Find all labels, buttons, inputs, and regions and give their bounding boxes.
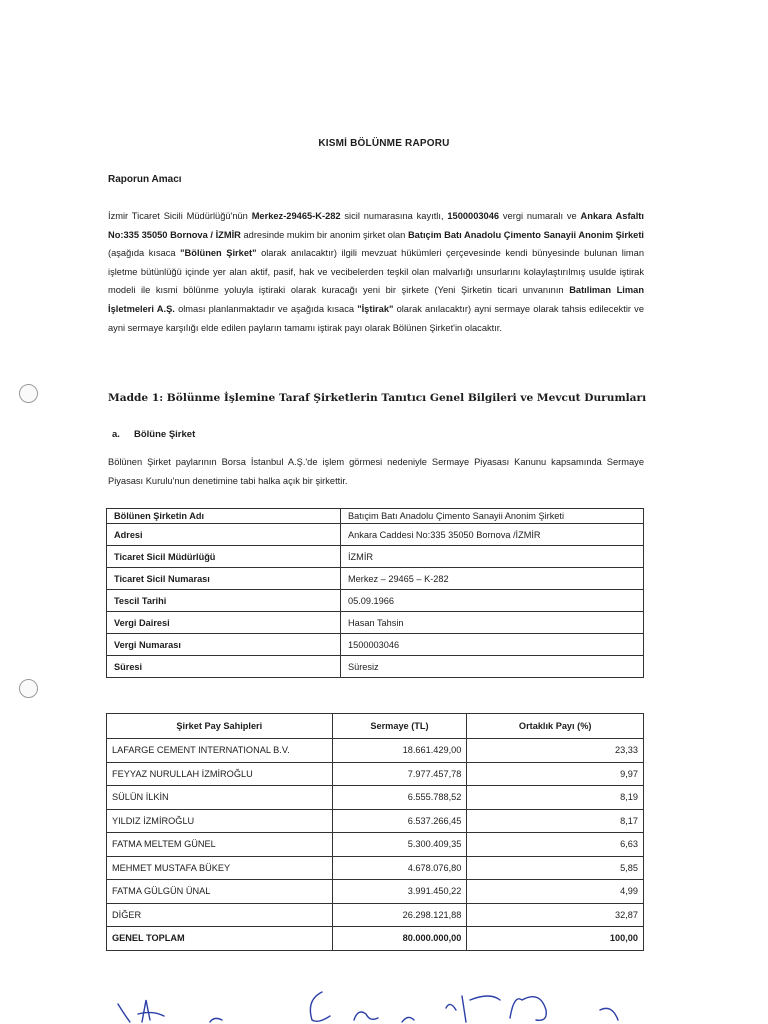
- madde-heading: Madde 1: Bölünme İşlemine Taraf Şirketlerin Tanıtıcı Genel Bilgileri ve Mevcut Durumları: [108, 392, 647, 404]
- shareholder-name: SÜLÜN İLKİN: [107, 786, 333, 810]
- info-label: Bölünen Şirketin Adı: [107, 509, 341, 524]
- shareholder-name: FATMA MELTEM GÜNEL: [107, 833, 333, 857]
- paragraph-text-run: adresinde mukim bir anonim şirket olan: [240, 229, 408, 240]
- shareholder-share: 8,17: [467, 809, 644, 833]
- shareholder-name: FATMA GÜLGÜN ÜNAL: [107, 880, 333, 904]
- info-label: Ticaret Sicil Müdürlüğü: [107, 546, 341, 568]
- punch-hole-icon: [19, 384, 38, 403]
- shareholder-share: 100,00: [467, 927, 644, 951]
- paragraph-text-run: olarak anılacaktır) ayni sermaye olarak tahsis edilecektir ve ayni sermaye karşılığı elde edilen payların tamamı iştirak payı olarak Bölünen Şirket'in olacaktır.: [108, 303, 644, 333]
- paragraph-text-run: (aşağıda kısaca: [108, 248, 181, 259]
- paragraph-bold-run: Batıliman Liman İşletmeleri A.Ş.: [108, 285, 644, 314]
- paragraph-bold-run: Batıçim Batı Anadolu Çimento Sanayii Anonim Şirketi: [407, 229, 645, 240]
- purpose-paragraph: [108, 207, 644, 337]
- paragraph-bold-run: Merkez-29465-K-282: [251, 211, 341, 221]
- company-description-paragraph: Bölünen Şirket paylarının Borsa İstanbul A.Ş.'de işlem görmesi nedeniyle Sermaye Piyasası Kanunu kapsamında Sermaye Piyasası Kurulu'nun denetimine tabi halka açık bir şirkettir.: [108, 457, 644, 486]
- shareholder-name: LAFARGE CEMENT INTERNATIONAL B.V.: [107, 739, 333, 763]
- signature-scribbles: [0, 970, 768, 1024]
- company-info-row: [107, 612, 644, 634]
- shareholder-share: 4,99: [467, 880, 644, 904]
- shareholder-name: DİĞER: [107, 903, 333, 927]
- shareholder-share: 23,33: [467, 739, 644, 763]
- info-value: 05.09.1966: [341, 590, 644, 612]
- sub-heading-text: Bölüne Şirket: [134, 429, 196, 440]
- shareholder-share: 9,97: [467, 762, 644, 786]
- shareholder-row: [107, 762, 644, 786]
- company-info-row: [107, 634, 644, 656]
- shareholder-share: 5,85: [467, 856, 644, 880]
- info-value: Hasan Tahsin: [341, 612, 644, 634]
- sub-heading-letter: a.: [112, 429, 120, 440]
- shareholder-capital: 4.678.076,80: [332, 856, 467, 880]
- paragraph-text-run: olması planlanmaktadır ve aşağıda kısaca: [174, 303, 358, 314]
- info-label: Süresi: [107, 656, 341, 678]
- info-value: Ankara Caddesi No:335 35050 Bornova /İZMİR: [341, 524, 644, 546]
- shareholder-row: [107, 809, 644, 833]
- document-title: KISMİ BÖLÜNME RAPORU: [318, 138, 450, 149]
- shareholder-capital: 6.537.266,45: [332, 809, 467, 833]
- info-value: Batıçim Batı Anadolu Çimento Sanayii Anonim Şirketi: [341, 509, 644, 524]
- info-label: Tescil Tarihi: [107, 590, 341, 612]
- shareholder-capital: 6.555.788,52: [332, 786, 467, 810]
- shareholder-name: MEHMET MUSTAFA BÜKEY: [107, 856, 333, 880]
- total-row: [107, 927, 644, 951]
- header-capital: Sermaye (TL): [332, 714, 467, 739]
- shareholder-row: [107, 833, 644, 857]
- paragraph-text-run: olarak anılacaktır) ilgili mevzuat hükümleri çerçevesinde kendi bünyesinde bulunan liman işletme bütünlüğü içinde yer alan aktif, pasif, hak ve vecibelerden teşkil olan malvarlığı unsurlarını kolaylaştırılmış usulde iştirak modeli ile kısmi bölünme yoluyla iştiraki olarak kuracağı yeni bir şirkete (Yeni Şirketin ticari unvanının: [108, 248, 645, 296]
- shareholder-capital: 80.000.000,00: [332, 927, 467, 951]
- shareholder-row: [107, 880, 644, 904]
- info-label: Vergi Dairesi: [107, 612, 341, 634]
- shareholder-capital: 5.300.409,35: [332, 833, 467, 857]
- company-info-row: [107, 524, 644, 546]
- company-info-row: [107, 509, 644, 524]
- company-info-row: [107, 546, 644, 568]
- info-label: Vergi Numarası: [107, 634, 341, 656]
- info-value: Süresiz: [341, 656, 644, 678]
- shareholder-share: 6,63: [467, 833, 644, 857]
- shareholder-capital: 18.661.429,00: [332, 739, 467, 763]
- shareholder-capital: 3.991.450,22: [332, 880, 467, 904]
- paragraph-bold-run: Ankara Asfaltı No:335 35050 Bornova / İZMİR: [108, 211, 644, 240]
- info-value: Merkez – 29465 – K-282: [341, 568, 644, 590]
- sub-heading: [112, 429, 195, 440]
- shareholders-header-row: [107, 714, 644, 739]
- company-info-row: [107, 568, 644, 590]
- company-info-row: [107, 590, 644, 612]
- header-shareholders: Şirket Pay Sahipleri: [107, 714, 333, 739]
- info-label: Ticaret Sicil Numarası: [107, 568, 341, 590]
- section-label: Raporun Amacı: [108, 174, 182, 185]
- shareholder-row: [107, 903, 644, 927]
- header-share: Ortaklık Payı (%): [467, 714, 644, 739]
- company-info-table: [106, 508, 644, 678]
- paragraph-bold-run: "Bölünen Şirket": [180, 248, 257, 259]
- shareholder-row: [107, 786, 644, 810]
- info-value: İZMİR: [341, 546, 644, 568]
- paragraph-bold-run: "İştirak": [357, 303, 394, 314]
- paragraph-text-run: İzmir Ticaret Sicili Müdürlüğü'nün: [108, 211, 252, 221]
- shareholder-share: 32,87: [467, 903, 644, 927]
- shareholder-share: 8,19: [467, 786, 644, 810]
- paragraph-text-run: sicil numarasına kayıtlı,: [340, 211, 448, 221]
- shareholder-row: [107, 856, 644, 880]
- info-value: 1500003046: [341, 634, 644, 656]
- shareholder-row: [107, 739, 644, 763]
- company-info-row: [107, 656, 644, 678]
- paragraph-text-run: vergi numaralı ve: [499, 211, 581, 221]
- shareholder-name: YILDIZ İZMİROĞLU: [107, 809, 333, 833]
- shareholder-name: FEYYAZ NURULLAH İZMİROĞLU: [107, 762, 333, 786]
- punch-hole-icon: [19, 679, 38, 698]
- paragraph-bold-run: 1500003046: [447, 211, 500, 221]
- shareholder-capital: 7.977.457,78: [332, 762, 467, 786]
- shareholders-table: [106, 713, 644, 951]
- info-label: Adresi: [107, 524, 341, 546]
- shareholder-capital: 26.298.121,88: [332, 903, 467, 927]
- shareholder-name: GENEL TOPLAM: [107, 927, 333, 951]
